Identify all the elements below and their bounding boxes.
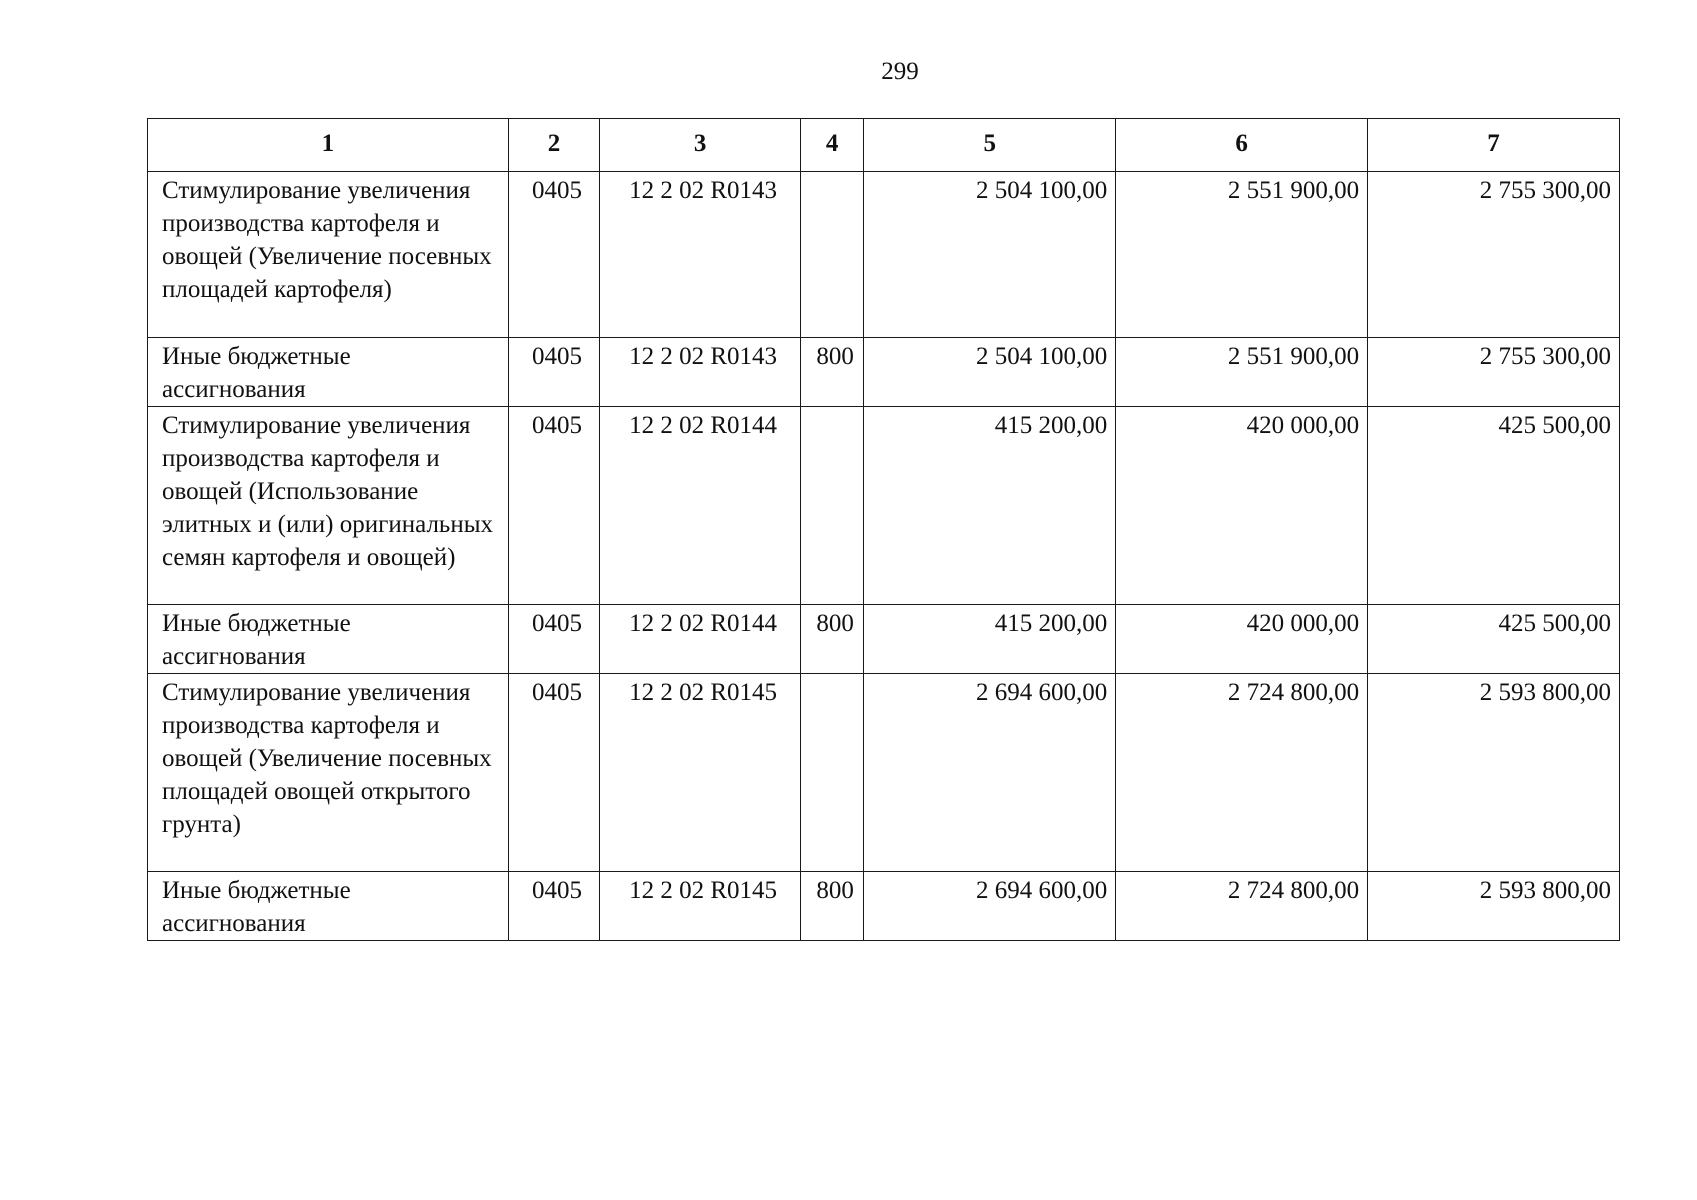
- table-header-row: [148, 119, 1620, 172]
- row-expense-type-cell: [800, 172, 863, 338]
- row-target-article-cell: 12 2 02 R0144: [600, 407, 800, 605]
- row-section-cell: 0405: [508, 172, 600, 338]
- row-expense-type-cell: [800, 674, 863, 872]
- column-header-7: 7: [1368, 119, 1620, 172]
- row-target-article-cell: 12 2 02 R0143: [600, 338, 800, 407]
- row-name-cell: Иные бюджетные ассигнования: [148, 872, 509, 941]
- column-header-4: 4: [800, 119, 863, 172]
- row-expense-type-cell: [800, 407, 863, 605]
- row-name-cell: Стимулирование увеличения производства картофеля и овощей (Увеличение посевных площадей картофеля): [148, 172, 509, 338]
- row-name-cell: Стимулирование увеличения производства картофеля и овощей (Использование элитных и (или) оригинальных семян картофеля и овощей): [148, 407, 509, 605]
- row-amount-col5-cell: 415 200,00: [864, 605, 1116, 674]
- row-amount-col6-cell: 420 000,00: [1116, 605, 1368, 674]
- row-amount-col7-cell: 2 755 300,00: [1368, 338, 1620, 407]
- row-expense-type-cell: 800: [800, 872, 863, 941]
- row-amount-col5-cell: 2 694 600,00: [864, 872, 1116, 941]
- row-section-cell: 0405: [508, 872, 600, 941]
- row-name-cell: Стимулирование увеличения производства картофеля и овощей (Увеличение посевных площадей овощей открытого грунта): [148, 674, 509, 872]
- column-header-5: 5: [864, 119, 1116, 172]
- row-amount-col5-cell: 2 504 100,00: [864, 172, 1116, 338]
- column-header-2: 2: [508, 119, 600, 172]
- row-amount-col6-cell: 420 000,00: [1116, 407, 1368, 605]
- row-expense-type-cell: 800: [800, 338, 863, 407]
- row-target-article-cell: 12 2 02 R0144: [600, 605, 800, 674]
- row-amount-col7-cell: 425 500,00: [1368, 407, 1620, 605]
- row-amount-col5-cell: 2 694 600,00: [864, 674, 1116, 872]
- row-expense-type-cell: 800: [800, 605, 863, 674]
- page-number: 299: [881, 58, 919, 85]
- row-section-cell: 0405: [508, 407, 600, 605]
- row-amount-col6-cell: 2 551 900,00: [1116, 338, 1368, 407]
- column-header-1: 1: [148, 119, 509, 172]
- budget-table: [147, 118, 1620, 941]
- table-row: [148, 172, 1620, 338]
- row-section-cell: 0405: [508, 338, 600, 407]
- column-header-6: 6: [1116, 119, 1368, 172]
- row-amount-col6-cell: 2 724 800,00: [1116, 872, 1368, 941]
- table-row: [148, 338, 1620, 407]
- row-target-article-cell: 12 2 02 R0143: [600, 172, 800, 338]
- row-amount-col5-cell: 2 504 100,00: [864, 338, 1116, 407]
- table-row: [148, 407, 1620, 605]
- table-row: [148, 674, 1620, 872]
- row-target-article-cell: 12 2 02 R0145: [600, 674, 800, 872]
- row-amount-col6-cell: 2 724 800,00: [1116, 674, 1368, 872]
- row-amount-col6-cell: 2 551 900,00: [1116, 172, 1368, 338]
- row-target-article-cell: 12 2 02 R0145: [600, 872, 800, 941]
- row-amount-col7-cell: 2 755 300,00: [1368, 172, 1620, 338]
- row-amount-col7-cell: 425 500,00: [1368, 605, 1620, 674]
- row-section-cell: 0405: [508, 674, 600, 872]
- table-row: [148, 605, 1620, 674]
- row-amount-col7-cell: 2 593 800,00: [1368, 674, 1620, 872]
- table-row: [148, 872, 1620, 941]
- row-amount-col7-cell: 2 593 800,00: [1368, 872, 1620, 941]
- row-amount-col5-cell: 415 200,00: [864, 407, 1116, 605]
- row-section-cell: 0405: [508, 605, 600, 674]
- row-name-cell: Иные бюджетные ассигнования: [148, 338, 509, 407]
- column-header-3: 3: [600, 119, 800, 172]
- row-name-cell: Иные бюджетные ассигнования: [148, 605, 509, 674]
